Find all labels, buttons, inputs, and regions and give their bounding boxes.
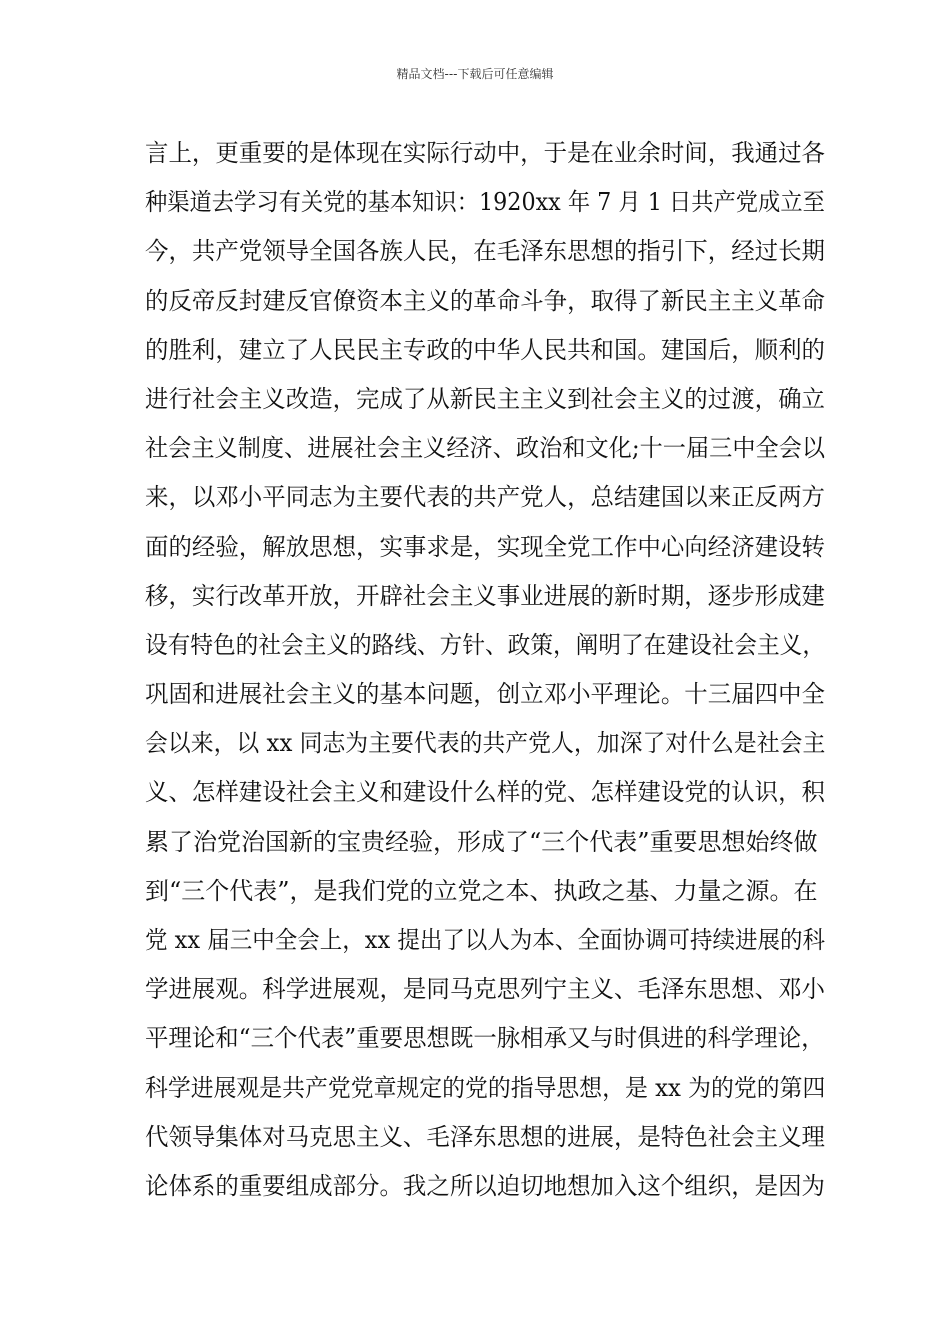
text-line: 会以来，以 xx 同志为主要代表的共产党人，加深了对什么是社会主 <box>145 729 826 758</box>
text-line: 平理论和“三个代表”重要思想既一脉相承又与时俱进的科学理论， <box>145 1024 825 1053</box>
text-line: 代领导集体对马克思主义、毛泽东思想的进展，是特色社会主义理 <box>145 1122 825 1151</box>
text-line: 移，实行改革开放，开辟社会主义事业进展的新时期，逐步形成建 <box>145 581 825 610</box>
text-line: 累了治党治国新的宝贵经验，形成了“三个代表”重要思想始终做 <box>145 827 818 856</box>
text-line: 党 xx 届三中全会上，xx 提出了以人为本、全面协调可持续进展的科 <box>145 926 826 954</box>
text-line: 的反帝反封建反官僚资本主义的革命斗争，取得了新民主主义革命 <box>145 286 825 315</box>
text-line: 设有特色的社会主义的路线、方针、政策，阐明了在建设社会主义， <box>145 630 825 659</box>
text-line: 的胜利，建立了人民民主专政的中华人民共和国。建国后，顺利的 <box>145 335 825 364</box>
text-line: 义、怎样建设社会主义和建设什么样的党、怎样建设党的认识，积 <box>145 778 825 807</box>
text-line: 巩固和进展社会主义的基本问题，创立邓小平理论。十三届四中全 <box>145 680 825 709</box>
text-line: 学进展观。科学进展观，是同马克思列宁主义、毛泽东思想、邓小 <box>145 975 825 1004</box>
text-line: 论体系的重要组成部分。我之所以迫切地想加入这个组织，是因为 <box>145 1171 825 1200</box>
text-line: 社会主义制度、进展社会主义经济、政治和文化;十一届三中全会以 <box>145 434 826 463</box>
text-line: 进行社会主义改造，完成了从新民主主义到社会主义的过渡，确立 <box>145 384 825 413</box>
text-line: 今，共产党领导全国各族人民，在毛泽东思想的指引下，经过长期 <box>145 237 825 266</box>
text-line: 言上，更重要的是体现在实际行动中，于是在业余时间，我通过各 <box>145 139 825 167</box>
document-body <box>145 133 825 1215</box>
text-line: 到“三个代表”，是我们党的立党之本、执政之基、力量之源。在 <box>145 876 818 905</box>
text-line: 来，以邓小平同志为主要代表的共产党人，总结建国以来正反两方 <box>145 483 825 512</box>
text-line: 面的经验，解放思想，实事求是，实现全党工作中心向经济建设转 <box>145 532 825 561</box>
text-line: 种渠道去学习有关党的基本知识：1920xx 年 7 月 1 日共产党成立至 <box>145 188 825 217</box>
page-header: 精品文档---下载后可任意编辑 <box>396 67 554 81</box>
text-line: 科学进展观是共产党党章规定的党的指导思想，是 xx 为的党的第四 <box>145 1073 826 1102</box>
